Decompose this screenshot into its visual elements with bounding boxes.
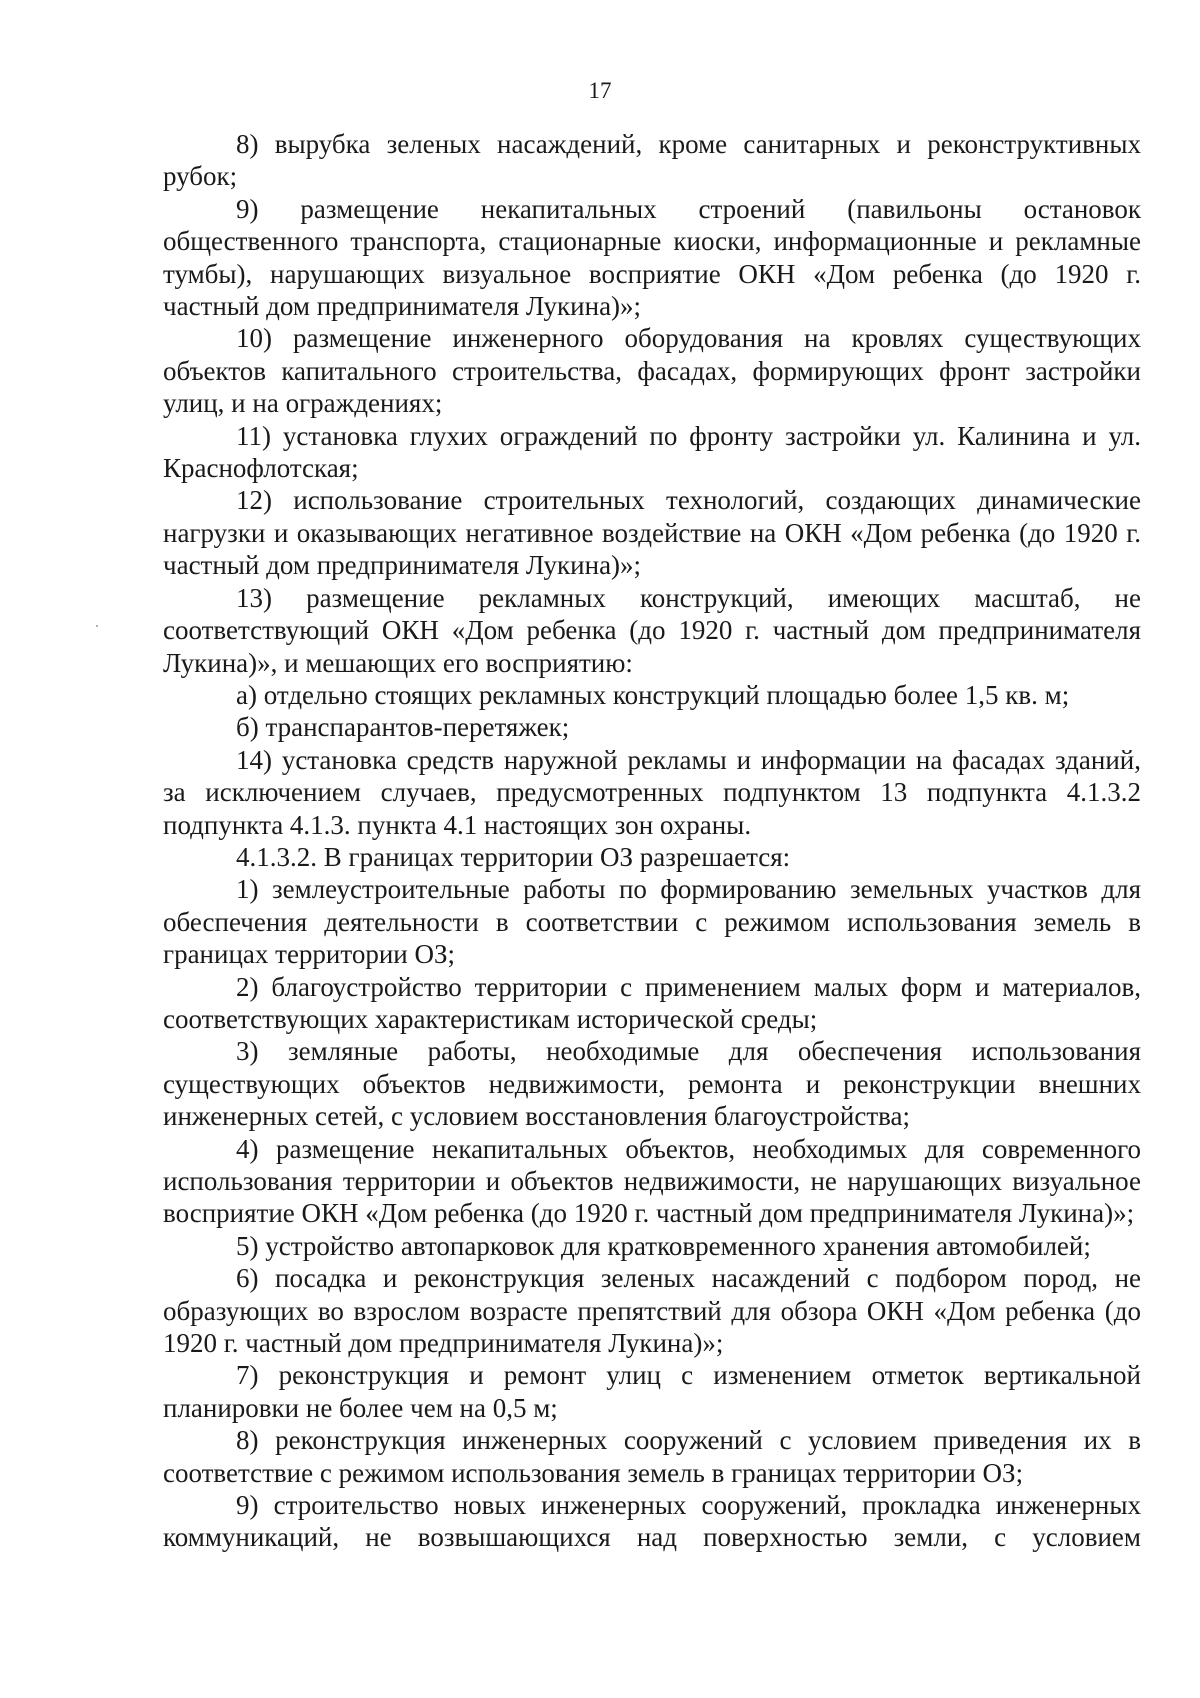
list-item: 1) землеустроительные работы по формированию земельных участков для обеспечения деятельности в соответствии с режимом использования земель в границах территории ОЗ; xyxy=(163,874,1141,970)
page-number: 17 xyxy=(588,78,612,103)
list-item: а) отдельно стоящих рекламных конструкций площадью более 1,5 кв. м; xyxy=(236,679,1070,710)
list-item: 11) установка глухих ограждений по фронту застройки ул. Калинина и ул. Краснофлотская; xyxy=(163,420,1141,484)
list-item: 2) благоустройство территории с применением малых форм и материалов, соответствующих характеристикам исторической среды; xyxy=(163,971,1141,1034)
list-item: 14) установка средств наружной рекламы и информации на фасадах зданий, за исключением случаев, предусмотренных подпунктом 13 подпункта 4.1.3.2 подпункта 4.1.3. пункта 4.1 настоящих зон охраны. xyxy=(163,744,1141,840)
list-item: 3) земляные работы, необходимые для обеспечения использования существующих объектов недвижимости, ремонта и реконструкции внешних инженерных сетей, с условием восстановления благоустройства; xyxy=(163,1036,1141,1132)
section-heading: 4.1.3.2. В границах территории ОЗ разрешается: xyxy=(236,841,791,872)
list-item: 13) размещение рекламных конструкций, имеющих масштаб, не соответствующий ОКН «Дом ребенка (до 1920 г. частный дом предпринимателя Лукина)», и мешающих его восприятию: xyxy=(163,582,1141,678)
list-item: 8) реконструкция инженерных сооружений с условием приведения их в соответствие с режимом использования земель в границах территории ОЗ; xyxy=(163,1425,1141,1488)
list-item: 8) вырубка зеленых насаждений, кроме санитарных и реконструктивных рубок; xyxy=(163,129,1141,192)
scan-speck xyxy=(96,625,98,627)
list-item: 4) размещение некапитальных объектов, необходимых для современного использования территории и объектов недвижимости, не нарушающих визуальное восприятие ОКН «Дом ребенка (до 1920 г. частный дом предпринимателя Лукина)»; xyxy=(163,1133,1141,1229)
document-body xyxy=(163,128,1141,1554)
list-item: 9) размещение некапитальных строений (павильоны остановок общественного транспорта, стационарные киоски, информационные и рекламные тумбы), нарушающих визуальное восприятие ОКН «Дом ребенка (до 1920 г. частный дом предпринимателя Лукина)»; xyxy=(163,193,1141,322)
list-item: 10) размещение инженерного оборудования на кровлях существующих объектов капитального строительства, фасадах, формирующих фронт застройки улиц, и на ограждениях; xyxy=(163,323,1141,419)
list-item: б) транспарантов-перетяжек; xyxy=(236,712,570,743)
list-item: 9) строительство новых инженерных сооружений, прокладка инженерных коммуникаций, не возвышающихся над поверхностью земли, с условием xyxy=(163,1490,1141,1553)
list-item: 6) посадка и реконструкция зеленых насаждений с подбором пород, не образующих во взрослом возрасте препятствий для обзора ОКН «Дом ребенка (до 1920 г. частный дом предпринимателя Лукина)»; xyxy=(163,1263,1141,1359)
list-item: 5) устройство автопарковок для кратковременного хранения автомобилей; xyxy=(236,1230,1091,1261)
list-item: 7) реконструкция и ремонт улиц с изменением отметок вертикальной планировки не более чем на 0,5 м; xyxy=(163,1360,1141,1423)
list-item: 12) использование строительных технологий, создающих динамические нагрузки и оказывающих негативное воздействие на ОКН «Дом ребенка (до 1920 г. частный дом предпринимателя Лукина)»; xyxy=(163,485,1141,581)
